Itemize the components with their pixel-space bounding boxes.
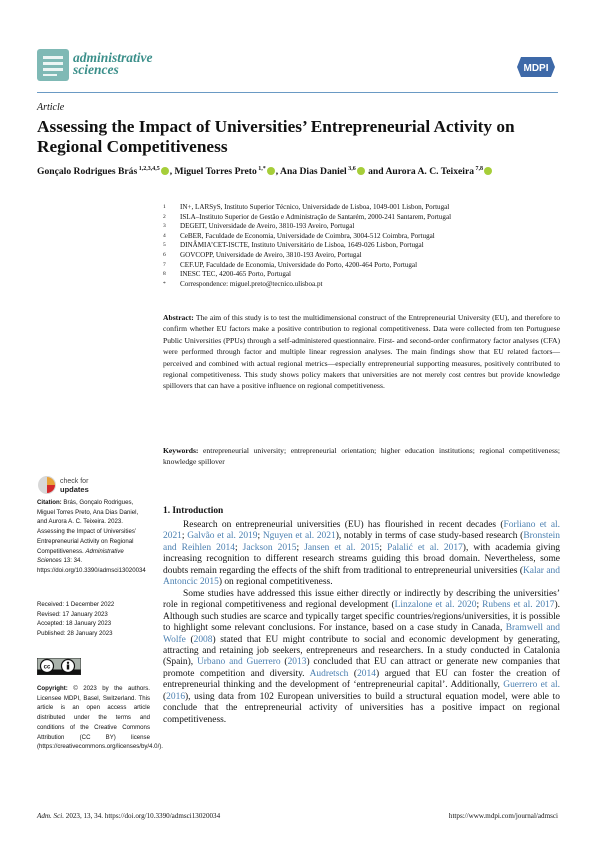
footer-doi[interactable]: 2023, 13, 34. https://doi.org/10.3390/admsci13020034 <box>64 812 221 820</box>
header-divider <box>37 92 558 93</box>
citation-link[interactable]: Guerrero et al. <box>503 680 560 691</box>
copyright-label: Copyright: <box>37 685 68 692</box>
citation-link[interactable]: Rubens et al. 2017 <box>482 600 555 611</box>
date-accepted: Accepted: 18 January 2023 <box>37 620 112 628</box>
affiliation-text: DEGEIT, Universidade de Aveiro, 3810-193 Aveiro, Portugal <box>180 222 355 231</box>
affiliation-row <box>163 270 451 280</box>
citation-doi[interactable]: 13: 34. https://doi.org/10.3390/admsci13020034 <box>37 557 146 574</box>
citation-link[interactable]: Jackson 2015 <box>242 542 297 553</box>
body-text: ; <box>234 542 243 553</box>
affiliation-number: 6 <box>163 251 166 258</box>
keywords-text: entrepreneurial university; entrepreneurial orientation; higher education institutions; regional competitiveness; knowledge spillover <box>163 446 560 467</box>
article-title: Assessing the Impact of Universities’ Entrepreneurial Activity on Regional Competitiveness <box>37 117 515 156</box>
citation-link[interactable]: 2013 <box>287 657 307 668</box>
affiliation-text: CeBER, Faculdade de Economia, Universidade de Coimbra, 3004-512 Coimbra, Portugal <box>180 231 435 240</box>
mdpi-logo-icon[interactable] <box>517 57 555 77</box>
citation-link[interactable]: Forliano et al. 2021 <box>163 520 560 542</box>
section-heading: 1. Introduction <box>163 506 224 516</box>
body-text: ( <box>185 634 194 645</box>
check-for-updates-button[interactable] <box>37 474 117 496</box>
check-updates-line2: updates <box>60 485 89 494</box>
journal-name[interactable] <box>73 52 153 76</box>
citation-link[interactable]: Linzalone et al. 2020 <box>394 600 477 611</box>
citation-link[interactable]: Audretsch <box>309 668 349 679</box>
citation-link[interactable]: Galvão et al. 2019 <box>187 531 258 542</box>
author-affiliation-sup: 1,2,3,4,5 <box>137 166 160 172</box>
affiliation-row <box>163 280 451 290</box>
affiliation-text: ISLA–Instituto Superior de Gestão e Administração de Santarém, 2000-241 Santarem, Portugal <box>180 212 452 221</box>
citation-journal: Administrative Sciences <box>37 547 124 565</box>
body-text: ) argued that EU can foster the creation of entrepreneurial thinking and the development of ‘entrepreneurial capital’. Additionally, <box>163 668 560 691</box>
orcid-icon[interactable] <box>267 167 275 175</box>
author-affiliation-sup: 1,* <box>256 166 266 172</box>
affiliation-row <box>163 213 451 223</box>
citation-label: Citation: <box>37 499 62 506</box>
affiliation-row <box>163 251 451 261</box>
affiliations <box>163 203 451 289</box>
affiliation-number: 5 <box>163 242 166 249</box>
affiliation-number: 1 <box>163 204 166 210</box>
body-text: ; <box>476 600 483 611</box>
citation-link[interactable]: Bronstein and Reihlen 2014 <box>163 531 561 553</box>
introduction-body <box>163 520 560 726</box>
affiliation-number: 4 <box>163 232 166 239</box>
author-list <box>37 166 577 177</box>
orcid-icon[interactable] <box>484 167 492 175</box>
citation-text: Brás, Gonçalo Rodrigues, Miguel Torres Preto, Ana Dias Daniel, and Aurora A. C. Teixeira. 2023. Assessing the Impact of Universities’ Entrepreneurial Activity on Regional Competitiveness. <box>37 499 139 555</box>
journal-name-line1: administrative <box>73 50 153 65</box>
body-text: ) on regional competitiveness. <box>218 577 333 588</box>
affiliation-row <box>163 222 451 232</box>
body-text: ; <box>379 542 388 553</box>
affiliation-text: DINÂMIA’CET-ISCTE, Instituto Universitário de Lisboa, 1649-026 Lisbon, Portugal <box>180 241 424 250</box>
body-text: Some studies have addressed this issue either directly or indirectly by describing the universities’ role in regional competitiveness and regional development ( <box>163 588 560 611</box>
affiliation-number: 8 <box>163 271 166 278</box>
body-text: ; <box>181 531 188 542</box>
affiliation-number: 7 <box>163 261 166 268</box>
check-updates-line1: check for <box>60 478 89 485</box>
author-affiliation-sup: 7,8 <box>474 166 484 172</box>
footer-journal: Adm. Sci. <box>37 812 64 820</box>
affiliation-text: INESC TEC, 4200-465 Porto, Portugal <box>180 270 292 279</box>
citation-block <box>37 498 150 576</box>
body-text: Research on entrepreneurial universities (EU) has flourished in recent decades ( <box>183 520 504 530</box>
citation-link[interactable]: Nguyen et al. 2021 <box>262 531 336 542</box>
citation-link[interactable]: Palalić et al. 2017 <box>387 542 463 553</box>
author-separator: , <box>169 166 175 178</box>
author-name[interactable]: Aurora A. C. Teixeira <box>385 166 475 178</box>
author-affiliation-sup: 3,6 <box>346 166 356 172</box>
date-received: Received: 1 December 2022 <box>37 601 115 608</box>
citation-link[interactable]: 2016 <box>166 691 186 702</box>
orcid-icon[interactable] <box>357 167 365 175</box>
affiliation-row <box>163 203 451 213</box>
abstract-label: Abstract: <box>163 313 194 322</box>
body-text: ( <box>163 691 167 702</box>
affiliation-row <box>163 261 451 271</box>
keywords-label: Keywords: <box>163 446 199 455</box>
body-text: ), notably in terms of case study-based research ( <box>335 531 524 542</box>
abstract <box>163 312 560 392</box>
affiliation-text[interactable]: Correspondence: miguel.preto@tecnico.ulisboa.pt <box>180 279 323 288</box>
body-text: ; <box>296 542 305 553</box>
body-text: ( <box>348 668 358 679</box>
intro-paragraph-1 <box>163 520 560 589</box>
article-type-label: Article <box>37 102 65 113</box>
orcid-icon[interactable] <box>161 167 169 175</box>
citation-link[interactable]: Urbano and Guerrero <box>196 657 281 668</box>
intro-paragraph-2 <box>163 589 560 726</box>
svg-text:cc: cc <box>43 664 51 671</box>
date-published: Published: 28 January 2023 <box>37 630 113 638</box>
keywords <box>163 445 560 468</box>
affiliation-text: IN+, LARSyS, Instituto Superior Técnico, Universidade de Lisboa, 1049-001 Lisbon, Portugal <box>180 203 450 211</box>
author-name[interactable]: Gonçalo Rodrigues Brás <box>37 166 138 178</box>
affiliation-number: 2 <box>163 213 166 220</box>
citation-link[interactable]: 2014 <box>357 668 376 679</box>
journal-name-line2: sciences <box>73 62 119 77</box>
abstract-text: The aim of this study is to test the multidimensional construct of the Entrepreneurial University (EU), and therefore to confirm whether EU factors make a positive contribution to regional competitiveness. Data were collected from ten Portuguese Public Universities (PPUs) through a self-administered questionnaire. First- and second-order confirmatory factor analyses (CFA) were performed through factor and multiple linear regression analyses. The main findings show that EU related factors—perceived and combined with actual regional metrics—especially entrepreneurial supporting measures, positively contributed to regional competitiveness. This study shows policy makers that universities are not merely cost centres but provide knowledge spillovers that can have a positive influence on regional competitiveness. <box>163 313 560 391</box>
author-name[interactable]: Ana Dias Daniel <box>280 166 347 178</box>
journal-logo-icon <box>37 49 69 81</box>
citation-link[interactable]: Kalar and Antoncic 2015 <box>163 565 560 588</box>
affiliation-number: 3 <box>163 223 166 230</box>
affiliation-text: CEF.UP, Faculdade de Economia, Universidade do Porto, 4200-464 Porto, Portugal <box>180 260 418 269</box>
body-text: ; <box>257 531 263 542</box>
author-name[interactable]: Miguel Torres Preto <box>174 166 257 178</box>
footer-citation <box>37 812 220 820</box>
author-separator: , <box>275 166 281 178</box>
citation-link[interactable]: Jansen et al. 2015 <box>304 542 380 553</box>
affiliation-number: * <box>163 280 166 287</box>
copyright-text: © 2023 by the authors. Licensee MDPI, Basel, Switzerland. This article is an open access article distributed under the terms and conditions of the Creative Commons Attribution (CC BY) license (https://creativecommons.org/licenses/by/4.0/). <box>37 685 163 751</box>
affiliation-row <box>163 232 451 242</box>
body-text: ) concluded that EU can attract or generate new companies that promote competition and diversity. <box>163 657 560 679</box>
affiliation-row <box>163 241 451 251</box>
footer-journal-url[interactable]: https://www.mdpi.com/journal/admsci <box>448 812 558 820</box>
body-text: ). Although such studies are scarce and typically target specific countries/regions/universities, it is possible to highlight some relevant conclusions. For instance, based on a case study in Canada, <box>163 600 561 634</box>
affiliation-text: GOVCOPP, Universidade de Aveiro, 3810-193 Aveiro, Portugal <box>180 250 362 259</box>
citation-link[interactable]: 2008 <box>193 634 213 645</box>
cc-by-license-icon[interactable] <box>37 658 81 675</box>
citation-link[interactable]: Bramwell and Wolfe <box>163 623 560 645</box>
publication-dates <box>37 600 150 639</box>
author-separator: and <box>365 166 386 178</box>
copyright-block <box>37 684 163 752</box>
body-text: ), using data from 102 European universities to build a structural equation model, were able to conclude that the entrepreneurial activity of universities has a positive impact on regional competitiveness. <box>163 691 560 725</box>
body-text: ), with academia giving increasing recognition to different research streams guiding this broad domain. Nevertheless, some doubts remain regarding the effects of the shift from traditional to entrepreneurial universities ( <box>163 542 561 576</box>
body-text: ( <box>280 657 288 668</box>
body-text: ) stated that EU might contribute to social and economic development by generating, attracting and retaining job seekers, entrepreneurs and researchers. In a study conducted in Catalonia (Spain), <box>163 634 560 668</box>
mdpi-logo-text: MDPI <box>523 63 549 74</box>
date-revised: Revised: 17 January 2023 <box>37 610 108 618</box>
